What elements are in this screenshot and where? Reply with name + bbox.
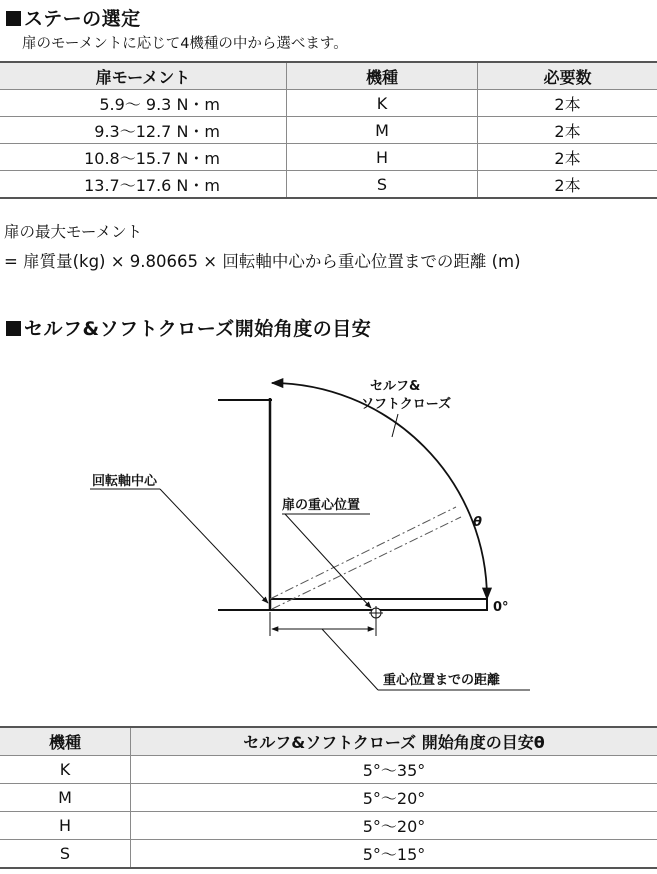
- label-pivot: 回転軸中心: [92, 474, 158, 489]
- pivot-leader: [160, 489, 268, 603]
- cog-leader: [285, 514, 371, 608]
- cell-moment: 13.7～17.6 N・m: [0, 171, 287, 199]
- table-row: [0, 117, 657, 144]
- table-row: [0, 812, 657, 840]
- cell-angle: 5°～35°: [131, 756, 657, 784]
- label-zero-degree: 0°: [493, 600, 509, 615]
- close-arc: [272, 383, 487, 599]
- table-row: [0, 90, 657, 117]
- table-row: [0, 784, 657, 812]
- cell-angle: 5°～15°: [131, 840, 657, 869]
- stay-selection-table: [0, 61, 657, 199]
- table-row: [0, 840, 657, 869]
- label-theta: θ: [473, 515, 482, 530]
- open-door-dashed-1: [270, 507, 456, 599]
- section-title-text: ステーの選定: [24, 8, 141, 30]
- table-row: [0, 756, 657, 784]
- distance-leader: [322, 629, 378, 690]
- label-cog: 扉の重心位置: [282, 498, 361, 513]
- table-row: [0, 171, 657, 199]
- header-angle: セルフ&ソフトクローズ 開始角度の目安θ: [131, 727, 657, 756]
- cell-moment: 5.9～ 9.3 N・m: [0, 90, 287, 117]
- formula: = 扉質量(kg) × 9.80665 × 回転軸中心から重心位置までの距離 (m): [4, 252, 521, 271]
- section-subtitle: 扉のモーメントに応じて4機種の中から選べます。: [22, 36, 348, 52]
- cell-qty: 2本: [478, 171, 657, 199]
- cell-model: M: [0, 784, 131, 812]
- cell-model: H: [287, 144, 478, 171]
- square-bullet-icon: [6, 321, 21, 336]
- cell-qty: 2本: [478, 117, 657, 144]
- label-distance: 重心位置までの距離: [383, 673, 501, 688]
- table-header-row: [0, 62, 657, 90]
- table-row: [0, 144, 657, 171]
- label-close-1: セルフ&: [370, 379, 421, 394]
- arc-label-leader: [392, 414, 398, 437]
- cell-qty: 2本: [478, 90, 657, 117]
- section-title-text: セルフ&ソフトクローズ開始角度の目安: [24, 318, 372, 340]
- cell-model: H: [0, 812, 131, 840]
- header-model: 機種: [0, 727, 131, 756]
- close-angle-table: [0, 726, 657, 869]
- cell-model: S: [287, 171, 478, 199]
- table-header-row: [0, 727, 657, 756]
- label-close-2: ソフトクローズ: [361, 397, 452, 412]
- cell-model: M: [287, 117, 478, 144]
- cell-angle: 5°～20°: [131, 784, 657, 812]
- header-qty: 必要数: [478, 62, 657, 90]
- cell-model: K: [287, 90, 478, 117]
- cell-moment: 10.8～15.7 N・m: [0, 144, 287, 171]
- formula-title: 扉の最大モーメント: [4, 223, 143, 241]
- cell-model: S: [0, 840, 131, 869]
- header-model: 機種: [287, 62, 478, 90]
- cell-qty: 2本: [478, 144, 657, 171]
- close-angle-diagram: [0, 360, 657, 700]
- section-title-stay-selection: [6, 4, 141, 31]
- cell-model: K: [0, 756, 131, 784]
- header-moment: 扉モーメント: [0, 62, 287, 90]
- cell-moment: 9.3～12.7 N・m: [0, 117, 287, 144]
- section-title-close-angle: [6, 314, 371, 341]
- square-bullet-icon: [6, 11, 21, 26]
- cell-angle: 5°～20°: [131, 812, 657, 840]
